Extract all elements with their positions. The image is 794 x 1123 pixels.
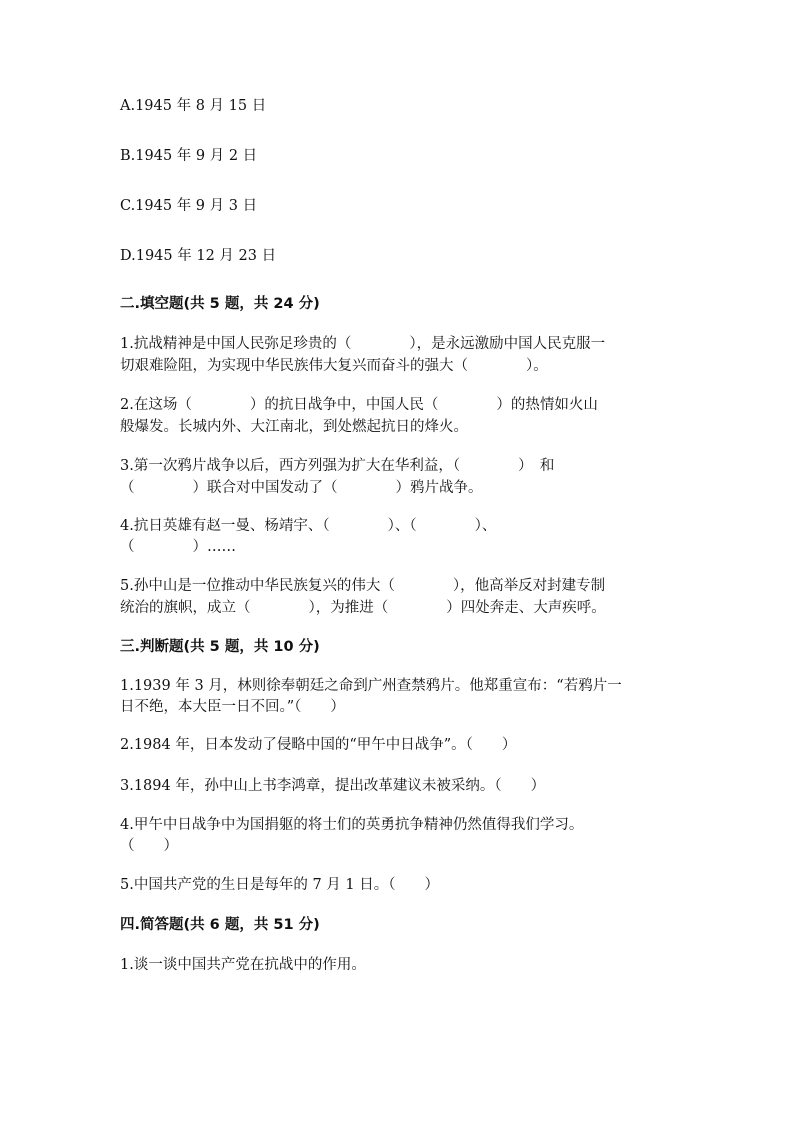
tf-q5: 5.中国共产党的生日是每年的 7 月 1 日。（ ） — [120, 877, 439, 893]
fill-q5-line1: 5.孙中山是一位推动中华民族复兴的伟大（ ），他高举反对封建专制 — [120, 578, 606, 594]
tf-q2: 2.1984 年，日本发动了侵略中国的“甲午中日战争”。（ ） — [120, 737, 517, 753]
fill-q3-line2: （ ）联合对中国发动了（ ）鸦片战争。 — [120, 480, 483, 496]
tf-q1-line1: 1.1939 年 3 月，林则徐奉朝廷之命到广州查禁鸦片。他郑重宣布：“若鸦片一 — [120, 678, 622, 694]
section-heading-fill-in: 二.填空题(共 5 题，共 24 分) — [120, 296, 320, 312]
section-heading-short-answer: 四.简答题(共 6 题，共 51 分) — [120, 917, 320, 933]
tf-q3: 3.1894 年，孙中山上书李鸿章，提出改革建议未被采纳。（ ） — [120, 778, 546, 794]
choice-option-a: A.1945 年 8 月 15 日 — [120, 98, 267, 114]
fill-q2-line1: 2.在这场（ ）的抗日战争中，中国人民（ ）的热情如火山 — [120, 397, 598, 413]
choice-option-b: B.1945 年 9 月 2 日 — [120, 148, 258, 164]
section-heading-true-false: 三.判断题(共 5 题，共 10 分) — [120, 639, 320, 655]
fill-q5-line2: 统治的旗帜，成立（ ），为推进（ ）四处奔走、大声疾呼。 — [120, 600, 606, 616]
fill-q1-line1: 1.抗战精神是中国人民弥足珍贵的（ ），是永远激励中国人民克服一 — [120, 336, 606, 352]
fill-q2-line2: 般爆发。长城内外、大江南北，到处燃起抗日的烽火。 — [120, 419, 468, 435]
tf-q1-line2: 日不绝，本大臣一日不回。”（ ） — [120, 699, 345, 715]
tf-q4-line2: （ ） — [120, 838, 178, 854]
fill-q4-line2: （ ）…… — [120, 539, 236, 555]
choice-option-c: C.1945 年 9 月 3 日 — [120, 198, 258, 214]
tf-q4-line1: 4.甲午中日战争中为国捐躯的将士们的英勇抗争精神仍然值得我们学习。 — [120, 817, 584, 833]
fill-q4-line1: 4.抗日英雄有赵一曼、杨靖宇、（ ）、（ ）、 — [120, 518, 497, 534]
fill-q3-line1: 3.第一次鸦片战争以后，西方列强为扩大在华利益，（ ） 和 — [120, 458, 555, 474]
fill-q1-line2: 切艰难险阻，为实现中华民族伟大复兴而奋斗的强大（ ）。 — [120, 358, 548, 374]
choice-option-d: D.1945 年 12 月 23 日 — [120, 248, 277, 264]
short-answer-q1: 1.谈一谈中国共产党在抗战中的作用。 — [120, 957, 366, 973]
